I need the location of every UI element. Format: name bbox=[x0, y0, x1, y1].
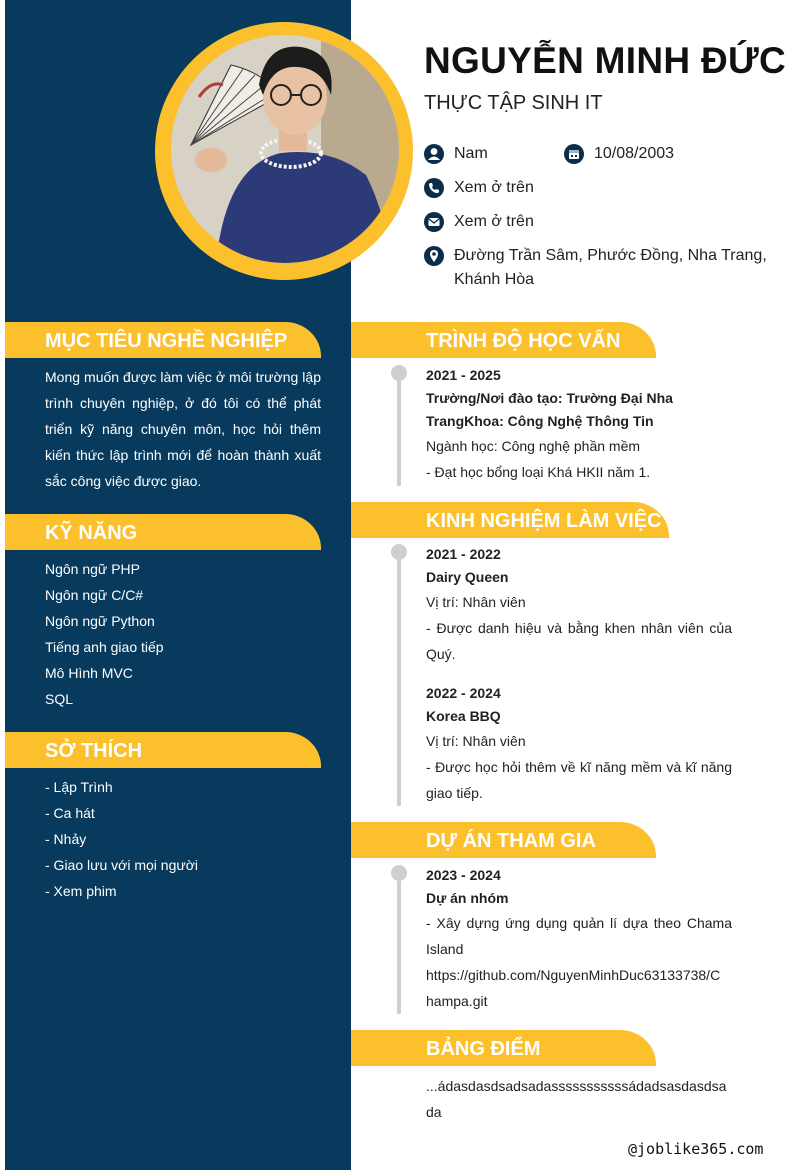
skill-item: Ngôn ngữ C/C# bbox=[45, 587, 144, 603]
project-link-line-2[interactable]: hampa.git bbox=[426, 993, 488, 1009]
job-period: 2022 - 2024 bbox=[426, 685, 501, 701]
email-value: Xem ở trên bbox=[454, 213, 534, 230]
education-period: 2021 - 2025 bbox=[426, 367, 501, 383]
job-note: - Được danh hiệu và bằng khen nhân viên của Quý. bbox=[426, 620, 732, 662]
hobby-item: - Nhảy bbox=[45, 831, 87, 847]
candidate-name: NGUYỄN MINH ĐỨC bbox=[424, 40, 787, 81]
education-entry bbox=[426, 364, 732, 485]
hobby-item: - Xem phim bbox=[45, 883, 117, 899]
hobbies-list bbox=[45, 774, 321, 904]
address-line-2: Khánh Hòa bbox=[454, 271, 535, 288]
grades-text-line-2: da bbox=[426, 1104, 442, 1120]
skills-title: KỸ NĂNG bbox=[45, 522, 138, 544]
job-entry bbox=[426, 543, 732, 667]
avatar-photo bbox=[171, 35, 399, 263]
objective-text: Mong muốn được làm việc ở môi trường lập trình chuyên nghiệp, ở đó tôi có thể phát triển kỹ năng chuyên môn, học hỏi thêm kiến thức lập trình mới để hoàn thành xuất sắc công việc được giao. bbox=[45, 369, 321, 489]
mail-icon bbox=[424, 212, 444, 232]
skill-item: Mô Hình MVC bbox=[45, 665, 133, 681]
job-title: THỰC TẬP SINH IT bbox=[424, 92, 603, 114]
education-major: Ngành học: Công nghệ phần mềm bbox=[426, 438, 641, 454]
experience-timeline-dot bbox=[391, 544, 407, 560]
project-name: Dự án nhóm bbox=[426, 890, 509, 906]
job-entry bbox=[426, 682, 732, 806]
job-period: 2021 - 2022 bbox=[426, 546, 501, 562]
phone-icon bbox=[424, 178, 444, 198]
job-position: Vị trí: Nhân viên bbox=[426, 733, 526, 749]
grades-text-line-1: ...ádasdasdsadsadasssssssssssádadsasdasdsa bbox=[426, 1078, 727, 1094]
job-position: Vị trí: Nhân viên bbox=[426, 594, 526, 610]
projects-timeline bbox=[397, 872, 401, 1014]
objective-title: MỤC TIÊU NGHỀ NGHIỆP bbox=[45, 330, 288, 352]
portrait-illustration bbox=[171, 35, 399, 263]
education-timeline-dot bbox=[391, 365, 407, 381]
education-title: TRÌNH ĐỘ HỌC VẤN bbox=[426, 330, 621, 352]
education-school: Trường/Nơi đào tạo: Trường Đại Nha TrangKhoa: Công Nghệ Thông Tin bbox=[426, 390, 673, 429]
job-note: - Được học hỏi thêm về kĩ năng mềm và kĩ năng giao tiếp. bbox=[426, 759, 732, 801]
gender-value: Nam bbox=[454, 145, 488, 162]
address-line-1: Đường Trần Sâm, Phước Đồng, Nha Trang, bbox=[454, 247, 767, 264]
grades-title: BẢNG ĐIỂM bbox=[426, 1038, 541, 1060]
experience-timeline bbox=[397, 552, 401, 806]
calendar-icon bbox=[564, 144, 584, 164]
location-pin-icon bbox=[424, 246, 444, 266]
hobby-item: - Ca hát bbox=[45, 805, 95, 821]
experience-title: KINH NGHIỆM LÀM VIỆC bbox=[426, 510, 662, 532]
birthday-value: 10/08/2003 bbox=[594, 145, 675, 162]
grades-entry bbox=[426, 1073, 732, 1125]
email-row bbox=[424, 210, 624, 234]
user-icon bbox=[424, 144, 444, 164]
address-row bbox=[424, 244, 767, 292]
skills-list bbox=[45, 556, 321, 712]
project-entry bbox=[426, 864, 732, 1014]
projects-timeline-dot bbox=[391, 865, 407, 881]
skill-item: Ngôn ngữ Python bbox=[45, 613, 155, 629]
projects-title: DỰ ÁN THAM GIA bbox=[426, 830, 596, 852]
skill-item: Tiếng anh giao tiếp bbox=[45, 639, 164, 655]
phone-value: Xem ở trên bbox=[454, 179, 534, 196]
watermark: @joblike365.com bbox=[628, 1140, 764, 1158]
skill-item: SQL bbox=[45, 691, 74, 707]
birthday-row bbox=[564, 142, 754, 166]
phone-row bbox=[424, 176, 624, 200]
job-company: Korea BBQ bbox=[426, 708, 501, 724]
hobby-item: - Giao lưu với mọi người bbox=[45, 857, 199, 873]
skill-item: Ngôn ngữ PHP bbox=[45, 561, 140, 577]
education-timeline bbox=[397, 372, 401, 486]
hobbies-title: SỞ THÍCH bbox=[45, 740, 143, 762]
project-link-line-1[interactable]: https://github.com/NguyenMinhDuc63133738/C bbox=[426, 967, 721, 983]
gender-row bbox=[424, 142, 564, 166]
education-note: - Đạt học bổng loại Khá HKII năm 1. bbox=[426, 464, 651, 480]
project-description: - Xây dựng ứng dụng quản lí dựa theo Chama Island bbox=[426, 915, 732, 957]
hobby-item: - Lập Trình bbox=[45, 779, 113, 795]
project-period: 2023 - 2024 bbox=[426, 867, 501, 883]
job-company: Dairy Queen bbox=[426, 569, 509, 585]
